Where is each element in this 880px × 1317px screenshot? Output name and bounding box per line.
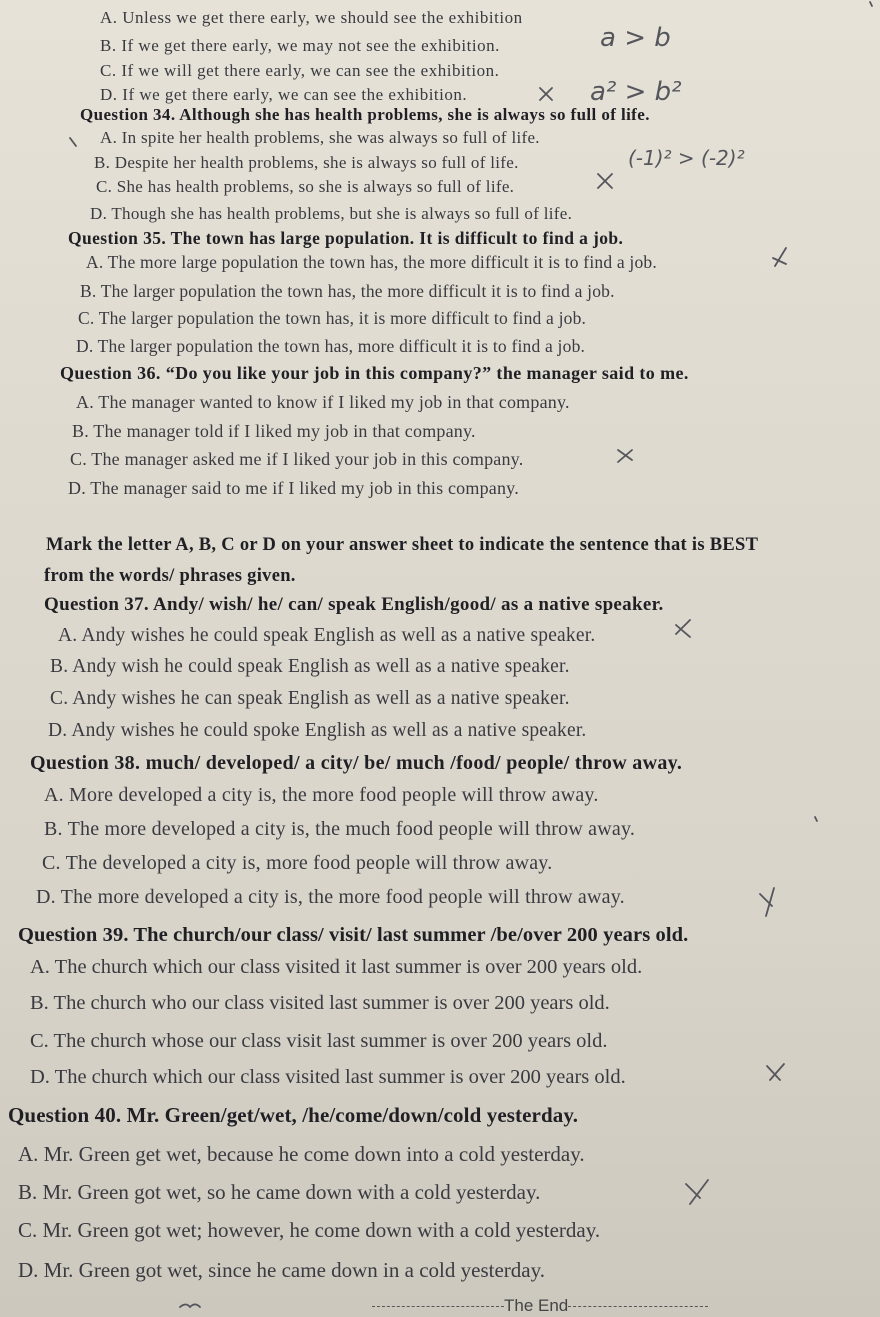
pen-stroke	[180, 1305, 200, 1308]
question-39-option-b: B. The church who our class visited last summer is over 200 years old.	[30, 992, 610, 1014]
pen-stroke	[815, 817, 817, 821]
question-34-option-c: C. She has health problems, so she is always so full of life.	[96, 177, 515, 196]
section-instruction-line-2: from the words/ phrases given.	[44, 566, 296, 586]
question-40-option-d: D. Mr. Green got wet, since he came down in a cold yesterday.	[18, 1258, 545, 1282]
question-34-option-a: A. In spite her health problems, she was always so full of life.	[100, 128, 540, 147]
question-35-prompt: Question 35. The town has large population. It is difficult to find a job.	[68, 228, 624, 248]
handwritten-note: a > b	[600, 23, 671, 53]
question-35-option-d: D. The larger population the town has, more difficult it is to find a job.	[76, 336, 586, 356]
question-38-prompt: Question 38. much/ developed/ a city/ be/ much /food/ people/ throw away.	[30, 752, 683, 774]
question-36-option-c: C. The manager asked me if I liked your job in this company.	[70, 449, 524, 469]
question-35-option-a: A. The more large population the town has, the more difficult it is to find a job.	[86, 252, 657, 272]
question-35-option-c: C. The larger population the town has, it is more difficult to find a job.	[78, 308, 587, 328]
question-39-option-a: A. The church which our class visited it last summer is over 200 years old.	[30, 956, 643, 978]
question-38-option-b: B. The more developed a city is, the much food people will throw away.	[44, 818, 636, 840]
question-37-option-b: B. Andy wish he could speak English as well as a native speaker.	[50, 656, 570, 677]
pre-option-d: D. If we get there early, we can see the exhibition.	[100, 85, 468, 104]
question-37-option-d: D. Andy wishes he could spoke English as well as a native speaker.	[48, 720, 587, 741]
question-38-option-c: C. The developed a city is, more food people will throw away.	[42, 852, 553, 874]
question-39-option-d: D. The church which our class visited last summer is over 200 years old.	[30, 1066, 626, 1088]
pre-option-c: C. If we will get there early, we can see the exhibition.	[100, 61, 500, 80]
question-37-prompt: Question 37. Andy/ wish/ he/ can/ speak English/good/ as a native speaker.	[44, 594, 664, 615]
pen-stroke	[70, 138, 76, 146]
cross-mark-icon	[686, 1180, 708, 1204]
cross-mark-icon	[540, 88, 552, 100]
question-34-prompt: Question 34. Although she has health problems, she is always so full of life.	[80, 105, 650, 124]
question-36-option-d: D. The manager said to me if I liked my job in this company.	[68, 478, 519, 498]
section-instruction-line-1: Mark the letter A, B, C or D on your answer sheet to indicate the sentence that is BEST	[46, 535, 759, 555]
question-34-option-d: D. Though she has health problems, but she is always so full of life.	[90, 204, 573, 223]
question-36-option-b: B. The manager told if I liked my job in that company.	[72, 421, 476, 441]
cross-mark-icon	[767, 1064, 784, 1080]
cross-mark-icon	[598, 174, 612, 188]
question-39-prompt: Question 39. The church/our class/ visit/ last summer /be/over 200 years old.	[18, 924, 689, 946]
question-35-option-b: B. The larger population the town has, the more difficult it is to find a job.	[80, 281, 615, 301]
handwritten-note: (-1)² > (-2)²	[628, 146, 745, 170]
question-37-option-c: C. Andy wishes he can speak English as well as a native speaker.	[50, 688, 570, 709]
question-40-prompt: Question 40. Mr. Green/get/wet, /he/come/down/cold yesterday.	[8, 1103, 579, 1127]
question-38-option-d: D. The more developed a city is, the more food people will throw away.	[36, 886, 625, 908]
cross-mark-icon	[618, 450, 632, 462]
question-34-option-b: B. Despite her health problems, she is always so full of life.	[94, 153, 519, 172]
cross-mark-icon	[760, 888, 774, 916]
end-text: The End	[504, 1296, 569, 1315]
handwritten-note: a² > b²	[590, 77, 682, 107]
question-36-option-a: A. The manager wanted to know if I liked my job in that company.	[76, 392, 570, 412]
question-40-option-c: C. Mr. Green got wet; however, he come down with a cold yesterday.	[18, 1218, 601, 1242]
cross-mark-icon	[676, 620, 690, 637]
question-38-option-a: A. More developed a city is, the more food people will throw away.	[44, 784, 599, 806]
cross-mark-icon	[773, 248, 786, 266]
question-40-option-a: A. Mr. Green get wet, because he come down into a cold yesterday.	[18, 1142, 585, 1166]
pre-option-a: A. Unless we get there early, we should see the exhibition	[100, 8, 523, 27]
question-37-option-a: A. Andy wishes he could speak English as well as a native speaker.	[58, 625, 596, 646]
question-39-option-c: C. The church whose our class visit last summer is over 200 years old.	[30, 1030, 608, 1052]
question-40-option-b: B. Mr. Green got wet, so he came down with a cold yesterday.	[18, 1180, 541, 1204]
pre-option-b: B. If we get there early, we may not see the exhibition.	[100, 36, 500, 55]
pen-stroke	[870, 2, 872, 6]
question-36-prompt: Question 36. “Do you like your job in this company?” the manager said to me.	[60, 363, 689, 383]
